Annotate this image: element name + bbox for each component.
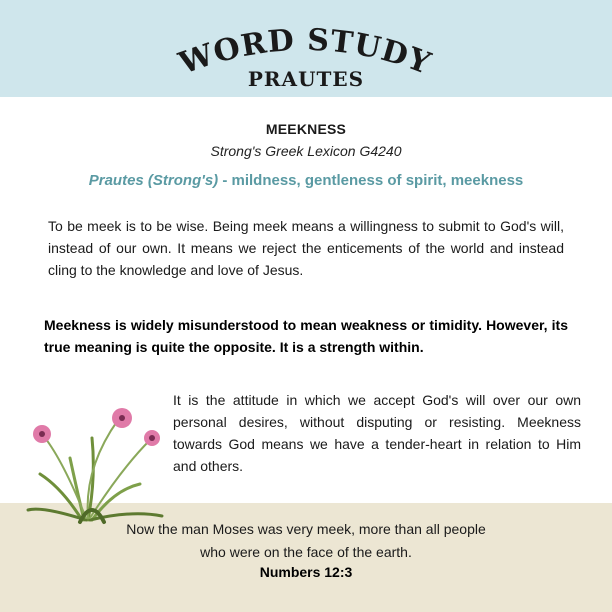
verse-reference: Numbers 12:3 xyxy=(259,564,353,580)
paragraph-3: It is the attitude in which we accept God's will over our own personal desires, without disputing or resisting. Meekness towards God means we have a tender-heart in relation to Him and others. xyxy=(173,392,581,474)
lexicon-reference: Strong's Greek Lexicon G4240 xyxy=(210,143,402,159)
definition-line xyxy=(0,172,612,189)
definition-term: Prautes (Strong's) xyxy=(88,172,219,189)
paragraph-1: To be meek is to be wise. Being meek means a willingness to submit to God's will, instead of our own. It means we reject the enticements of the world and instead cling to the knowledge and love of Jesus. xyxy=(48,218,564,278)
header-title xyxy=(0,0,612,97)
word-heading: MEEKNESS xyxy=(265,121,347,137)
title-prautes: PRAUTES xyxy=(247,67,365,91)
bible-verse xyxy=(0,518,612,564)
flower-blossoms xyxy=(33,408,160,446)
paragraph-2: Meekness is widely misunderstood to mean weakness or timidity. However, its true meaning is quite the opposite. It is a strength within. xyxy=(44,317,568,355)
verse-line-1: Now the man Moses was very meek, more than all people xyxy=(126,521,486,537)
flower-illustration xyxy=(22,398,172,526)
verse-line-2: who were on the face of the earth. xyxy=(200,544,412,560)
title-text: WORD STUDY xyxy=(174,22,436,82)
definition-text: - mildness, gentleness of spirit, meekness xyxy=(218,172,524,189)
